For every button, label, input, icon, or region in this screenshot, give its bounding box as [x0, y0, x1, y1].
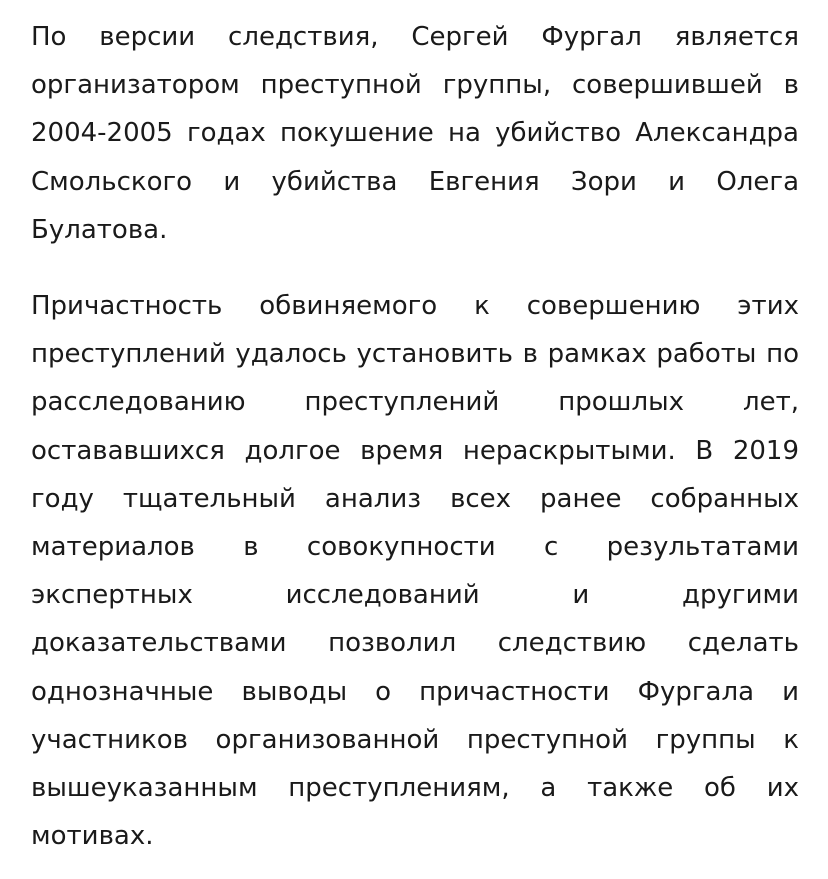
paragraph-1: По версии следствия, Сергей Фургал является организатором преступной группы, совершившей в 2004-2005 годах покушение на убийство Александра Смольского и убийства Евгения Зори и Олега Булатова. [31, 22, 799, 245]
paragraph-2: Причастность обвиняемого к совершению этих преступлений удалось установить в рамках работы по расследованию преступлений прошлых лет, остававшихся долгое время нераскрытыми. В 2019 году тщательный анализ всех ранее собранных материалов в совокупности с результатами экспертных исследований и другими доказательствами позволил следствию сделать однозначные выводы о причастности Фургала и участников организованной преступной группы к вышеуказанным преступлениям, а также об их мотивах. [31, 291, 799, 852]
article-body [31, 13, 799, 860]
